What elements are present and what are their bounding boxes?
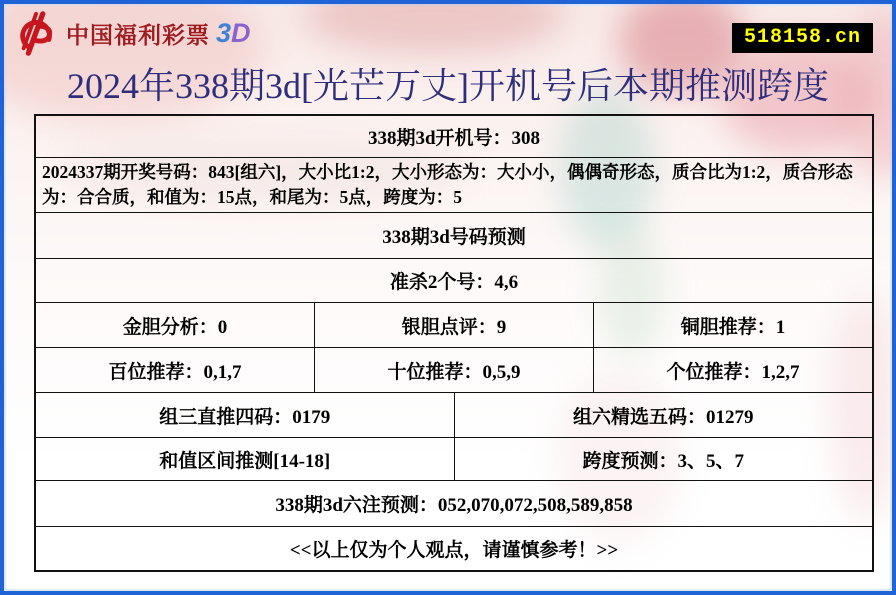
row-machine-number: [36, 116, 872, 157]
span-predict-cell: 跨度预测：3、5、7: [454, 438, 873, 480]
row-kill-numbers: [36, 258, 872, 302]
china-welfare-lottery-logo-icon: [14, 10, 60, 56]
silver-dan-cell: 银胆点评：9: [314, 303, 593, 347]
row-previous-draw-summary: [36, 157, 872, 212]
row-prediction-header: [36, 212, 872, 258]
hundreds-cell: 百位推荐：0,1,7: [108, 361, 242, 383]
machine-number-cell: 338期3d开机号：308: [367, 128, 541, 149]
row-sum-and-span: [36, 437, 872, 480]
gold-dan-cell: 金胆分析：0: [122, 316, 228, 338]
disclaimer-cell: <<以上仅为个人观点，请谨慎参考！>>: [289, 540, 619, 561]
row-disclaimer: [36, 526, 872, 570]
brand-name: 中国福利彩票: [66, 21, 210, 48]
six-bets-cell: 338期3d六注预测：052,070,072,508,589,858: [275, 495, 633, 516]
page-title: 2024年338期3d[光芒万丈]开机号后本期推测跨度: [67, 66, 829, 106]
group6-codes-cell: 组六精选五码：01279: [454, 393, 873, 437]
kill-numbers-cell: 准杀2个号：4,6: [389, 272, 519, 293]
row-six-bets: [36, 480, 872, 526]
group3-codes-cell: 组三直推四码：0179: [159, 406, 331, 428]
units-cell: 个位推荐：1,2,7: [593, 348, 872, 392]
prediction-table: [34, 114, 874, 572]
brand: [14, 10, 251, 56]
page-header: [14, 10, 882, 60]
sum-range-cell: 和值区间推测[14-18]: [159, 450, 331, 472]
row-dan-analysis: [36, 302, 872, 347]
previous-draw-summary-cell: 2024337期开奖号码：843[组六]，大小比1:2，大小形态为：大小小，偶偶奇形态，质合比为1:2，质合形态为：合合质，和值为：15点，和尾为：5点，跨度为：5: [42, 162, 853, 207]
brand-3d-label: 3D: [216, 17, 251, 48]
tens-cell: 十位推荐：0,5,9: [314, 348, 593, 392]
site-badge: 518158.cn: [732, 23, 873, 53]
copper-dan-cell: 铜胆推荐：1: [593, 303, 872, 347]
row-position-recommend: [36, 347, 872, 392]
prediction-header-cell: 338期3d号码预测: [382, 227, 526, 248]
row-group-codes: [36, 392, 872, 437]
